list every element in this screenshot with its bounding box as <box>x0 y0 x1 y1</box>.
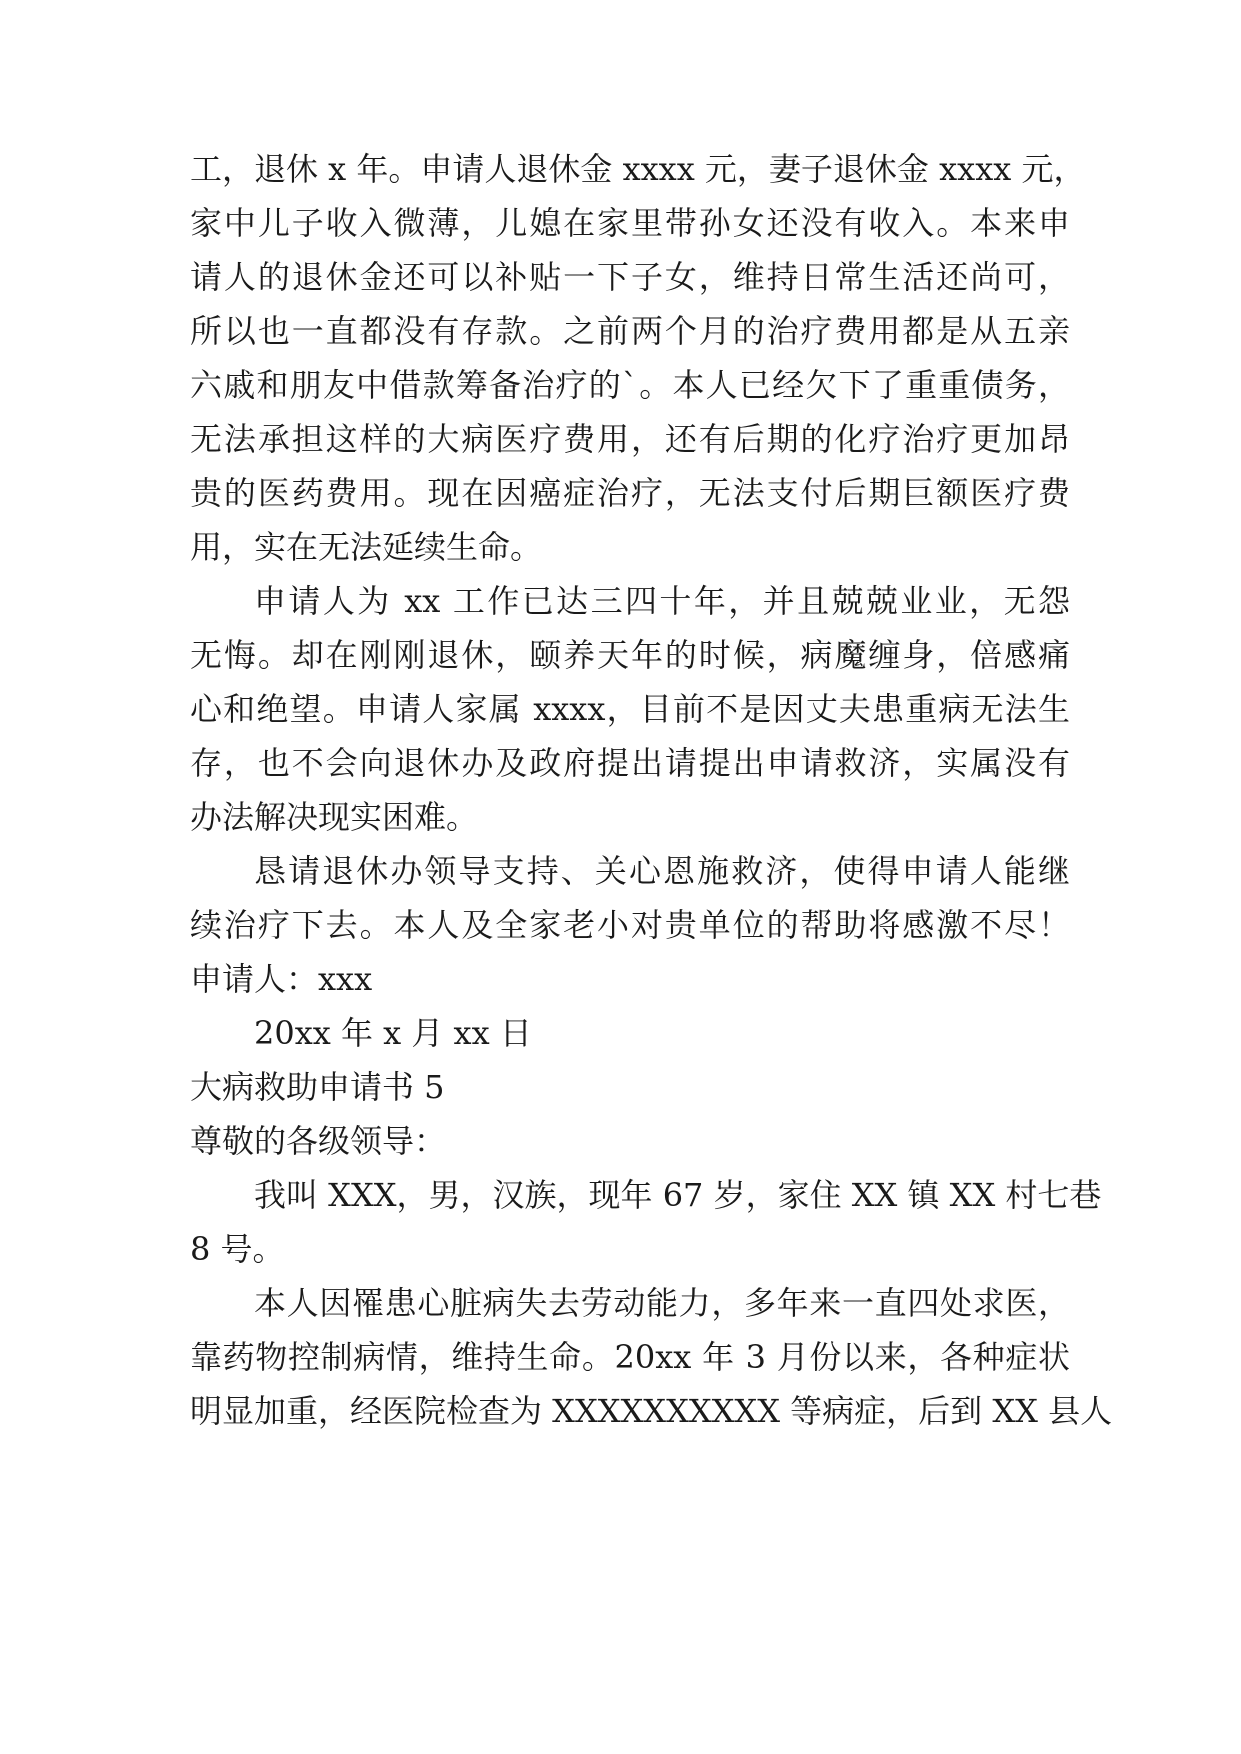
salutation: 尊敬的各级领导： <box>190 1122 447 1160</box>
text-line: 续治疗下去。本人及全家老小对贵单位的帮助将感激不尽！ <box>190 906 1070 944</box>
text-line: 请人的退休金还可以补贴一下子女，维持日常生活还尚可， <box>190 258 1070 296</box>
text-line: 用，实在无法延续生命。 <box>190 528 543 566</box>
text-line: 工，退休 x 年。申请人退休金 xxxx 元，妻子退休金 xxxx 元， <box>190 150 1086 188</box>
text-line: 本人因罹患心脏病失去劳动能力，多年来一直四处求医， <box>254 1284 1070 1322</box>
text-line: 无悔。却在刚刚退休，颐养天年的时候，病魔缠身，倍感痛 <box>190 636 1070 674</box>
text-line: 靠药物控制病情，维持生命。20xx 年 3 月份以来，各种症状 <box>190 1338 1070 1376</box>
applicant-signature-line: 申请人：xxx <box>190 960 373 998</box>
text-line: 心和绝望。申请人家属 xxxx，目前不是因丈夫患重病无法生 <box>190 690 1070 728</box>
text-line: 贵的医药费用。现在因癌症治疗，无法支付后期巨额医疗费 <box>190 474 1070 512</box>
text-line: 所以也一直都没有存款。之前两个月的治疗费用都是从五亲 <box>190 312 1070 350</box>
text-line: 我叫 XXX，男，汉族，现年 67 岁，家住 XX 镇 XX 村七巷 <box>254 1176 1102 1214</box>
text-line: 六戚和朋友中借款筹备治疗的`。本人已经欠下了重重债务， <box>190 366 1070 404</box>
text-line: 家中儿子收入微薄，儿媳在家里带孙女还没有收入。本来申 <box>190 204 1070 242</box>
text-line: 8 号。 <box>190 1230 285 1268</box>
section-title: 大病救助申请书 5 <box>190 1068 445 1106</box>
text-line: 存，也不会向退休办及政府提出请提出申请救济，实属没有 <box>190 744 1070 782</box>
text-line: 恳请退休办领导支持、关心恩施救济，使得申请人能继 <box>254 852 1070 890</box>
date-line: 20xx 年 x 月 xx 日 <box>254 1014 532 1052</box>
text-line: 办法解决现实困难。 <box>190 798 479 836</box>
text-line: 无法承担这样的大病医疗费用，还有后期的化疗治疗更加昂 <box>190 420 1070 458</box>
text-line: 明显加重，经医院检查为 XXXXXXXXXX 等病症，后到 XX 县人 <box>190 1392 1113 1430</box>
text-line: 申请人为 xx 工作已达三四十年，并且兢兢业业，无怨 <box>254 582 1070 620</box>
